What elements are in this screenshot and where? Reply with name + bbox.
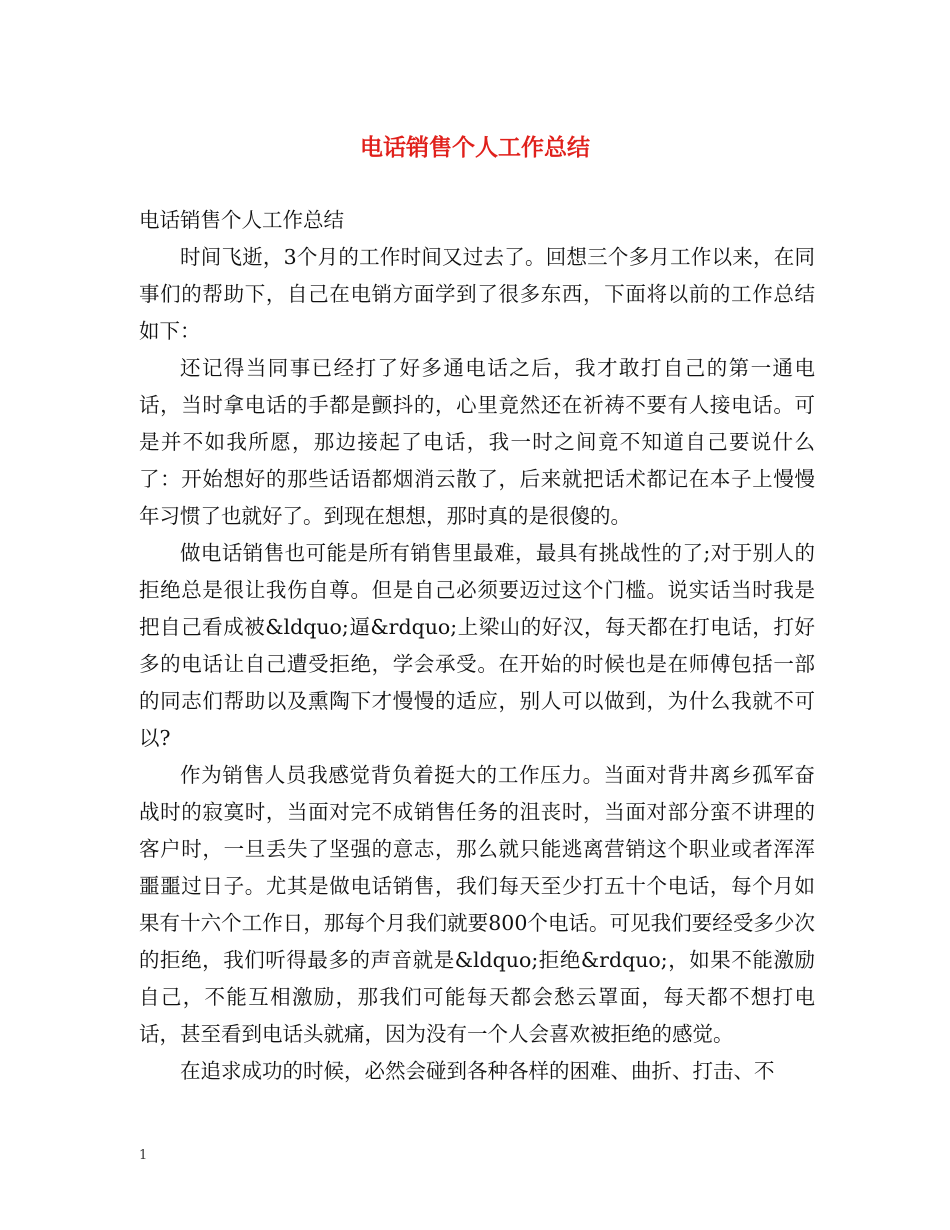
paragraph-4: 作为销售人员我感觉背负着挺大的工作压力。当面对背井离乡孤军奋战时的寂寞时，当面对完不成销售任务的沮丧时，当面对部分蛮不讲理的客户时，一旦丢失了坚强的意志，那么就只能逃离营销这个职业或者浑浑噩噩过日子。尤其是做电话销售，我们每天至少打五十个电话，每个月如果有十六个工作日，那每个月我们就要800个电话。可见我们要经受多少次的拒绝，我们听得最多的声音就是&ldquo;拒绝&rdquo;，如果不能激励自己，不能互相激励，那我们可能每天都会愁云罩面，每天都不想打电话，甚至看到电话头就痛，因为没有一个人会喜欢被拒绝的感觉。	[139, 763, 815, 1046]
paragraph-5: 在追求成功的时候，必然会碰到各种各样的困难、曲折、打击、不	[180, 1059, 775, 1083]
paragraph-1: 时间飞逝，3个月的工作时间又过去了。回想三个多月工作以来，在同事们的帮助下，自己在电销方面学到了很多东西，下面将以前的工作总结如下：	[139, 245, 815, 343]
document-subtitle: 电话销售个人工作总结	[139, 208, 344, 232]
page-number: 1	[139, 1148, 148, 1163]
document-body	[139, 202, 815, 1090]
document-title: 电话销售个人工作总结	[360, 134, 590, 161]
paragraph-2: 还记得当同事已经打了好多通电话之后，我才敢打自己的第一通电话，当时拿电话的手都是颤抖的，心里竟然还在祈祷不要有人接电话。可是并不如我所愿，那边接起了电话，我一时之间竟不知道自己要说什么了：开始想好的那些话语都烟消云散了，后来就把话术都记在本子上慢慢年习惯了也就好了。到现在想想，那时真的是很傻的。	[139, 356, 815, 528]
paragraph-3: 做电话销售也可能是所有销售里最难，最具有挑战性的了;对于别人的拒绝总是很让我伤自尊。但是自己必须要迈过这个门槛。说实话当时我是把自己看成被&ldquo;逼&rdquo;上梁山的好汉，每天都在打电话，打好多的电话让自己遭受拒绝，学会承受。在开始的时候也是在师傅包括一部的同志们帮助以及熏陶下才慢慢的适应，别人可以做到，为什么我就不可以?	[139, 541, 815, 750]
